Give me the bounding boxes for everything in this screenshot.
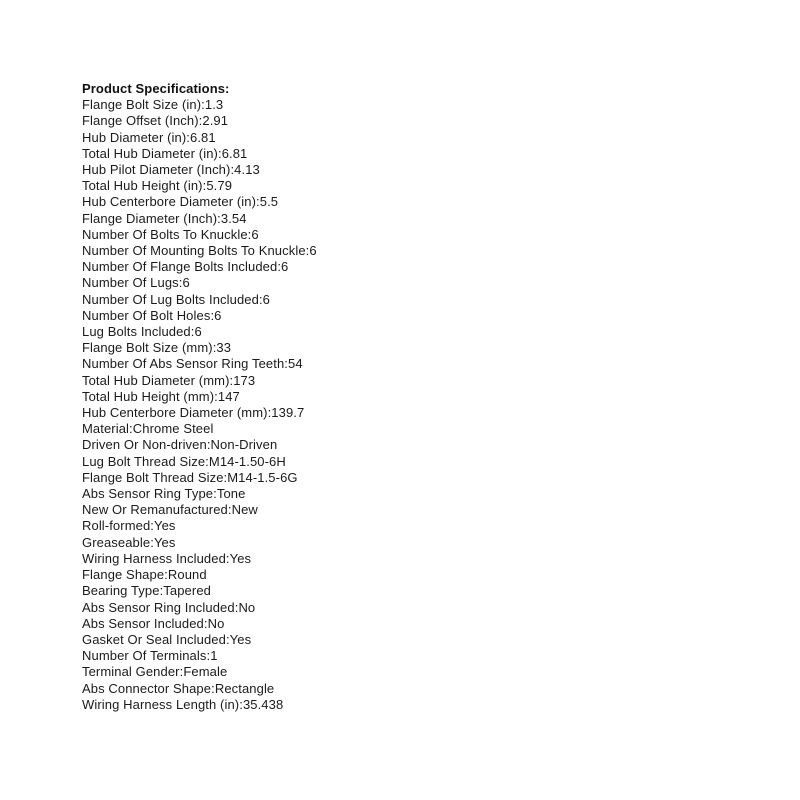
- spec-value: Female: [183, 664, 228, 680]
- spec-row: [82, 373, 317, 389]
- spec-separator: :: [159, 583, 164, 599]
- spec-label: Wiring Harness Included: [82, 550, 226, 566]
- spec-label: Abs Connector Shape: [82, 680, 212, 696]
- spec-row: [82, 97, 317, 113]
- spec-separator: :: [217, 210, 221, 226]
- spec-row: [82, 616, 317, 632]
- spec-value: 33: [216, 340, 232, 356]
- spec-label: Flange Diameter (Inch): [82, 210, 218, 226]
- spec-value: 6: [309, 243, 317, 259]
- spec-value: M14-1.5-6G: [227, 469, 298, 485]
- spec-row: [82, 308, 317, 324]
- spec-value: 3.54: [220, 210, 247, 226]
- spec-separator: :: [234, 599, 239, 615]
- spec-row: [82, 194, 317, 210]
- spec-label: Driven Or Non-driven: [82, 437, 207, 453]
- spec-row: [82, 421, 317, 437]
- spec-separator: :: [227, 502, 232, 518]
- spec-value: Yes: [154, 518, 176, 534]
- spec-label: Number Of Bolt Holes: [82, 307, 211, 323]
- spec-separator: :: [206, 437, 211, 453]
- spec-row: [82, 664, 317, 680]
- spec-separator: :: [277, 259, 282, 275]
- spec-separator: :: [305, 243, 310, 259]
- spec-separator: :: [186, 129, 191, 145]
- spec-value: 5.79: [206, 178, 233, 194]
- spec-separator: :: [217, 145, 222, 161]
- spec-label: Lug Bolts Included: [82, 324, 191, 340]
- spec-row: [82, 632, 317, 648]
- spec-row: [82, 600, 317, 616]
- spec-separator: :: [150, 518, 155, 534]
- spec-separator: :: [230, 162, 235, 178]
- spec-label: Abs Sensor Ring Included: [82, 599, 235, 615]
- spec-separator: :: [179, 664, 184, 680]
- spec-separator: :: [178, 275, 183, 291]
- spec-value: 4.13: [234, 162, 260, 178]
- spec-value: No: [207, 615, 225, 631]
- spec-separator: :: [284, 356, 289, 372]
- spec-separator: :: [210, 307, 215, 323]
- spec-value: Tapered: [163, 583, 211, 599]
- spec-row: [82, 405, 317, 421]
- spec-row: [82, 113, 317, 129]
- spec-separator: :: [256, 194, 260, 210]
- spec-value: 139.7: [271, 405, 305, 421]
- spec-row: [82, 324, 317, 340]
- spec-label: Flange Shape: [82, 567, 165, 583]
- spec-separator: :: [198, 113, 203, 129]
- spec-separator: :: [150, 534, 154, 550]
- spec-label: Abs Sensor Ring Type: [82, 486, 214, 502]
- spec-label: Flange Offset (Inch): [82, 113, 199, 129]
- spec-label: Roll-formed: [82, 518, 151, 534]
- spec-row: [82, 130, 317, 146]
- spec-label: Total Hub Height (in): [82, 178, 203, 194]
- spec-row: [82, 518, 317, 534]
- spec-label: Flange Bolt Thread Size: [82, 469, 224, 485]
- spec-value: 147: [217, 388, 240, 404]
- spec-row: [82, 340, 317, 356]
- spec-label: Terminal Gender: [82, 664, 180, 680]
- spec-label: Hub Diameter (in): [82, 129, 187, 145]
- spec-label: Abs Sensor Included: [82, 615, 204, 631]
- spec-separator: :: [213, 486, 217, 502]
- spec-separator: :: [239, 696, 243, 712]
- spec-label: Total Hub Diameter (mm): [82, 372, 230, 388]
- spec-separator: :: [214, 388, 218, 404]
- spec-label: Hub Pilot Diameter (Inch): [82, 162, 231, 178]
- spec-value: Yes: [229, 631, 252, 647]
- spec-row: [82, 356, 317, 372]
- spec-row: [82, 243, 317, 259]
- product-specifications-title: Product Specifications:: [82, 81, 230, 96]
- spec-label: Number Of Bolts To Knuckle: [82, 226, 248, 242]
- spec-separator: :: [229, 372, 234, 388]
- spec-row: [82, 551, 317, 567]
- spec-value: 1: [210, 648, 218, 664]
- spec-row: [82, 583, 317, 599]
- spec-separator: :: [267, 405, 272, 421]
- spec-value: Rectangle: [214, 680, 275, 696]
- product-specifications-block: [82, 81, 317, 713]
- spec-value: 6: [281, 259, 289, 275]
- spec-row: [82, 437, 317, 453]
- spec-separator: :: [223, 469, 228, 485]
- spec-value: New: [231, 502, 258, 518]
- spec-row: [82, 454, 317, 470]
- spec-separator: :: [201, 97, 205, 113]
- spec-label: Bearing Type: [82, 583, 160, 599]
- spec-separator: :: [212, 340, 217, 356]
- spec-value: Yes: [153, 534, 176, 550]
- spec-separator: :: [225, 550, 230, 566]
- spec-row: [82, 567, 317, 583]
- spec-row: [82, 389, 317, 405]
- spec-value: 1.3: [204, 97, 224, 113]
- spec-row: [82, 162, 317, 178]
- spec-row: [82, 502, 317, 518]
- spec-label: Wiring Harness Length (in): [82, 696, 240, 712]
- spec-separator: :: [211, 680, 215, 696]
- spec-separator: :: [129, 421, 133, 437]
- spec-label: Number Of Lug Bolts Included: [82, 291, 259, 307]
- spec-row: [82, 648, 317, 664]
- spec-value: 6: [194, 324, 202, 340]
- spec-row: [82, 178, 317, 194]
- spec-separator: :: [203, 615, 208, 631]
- spec-row: [82, 275, 317, 291]
- spec-value: Yes: [229, 550, 252, 566]
- spec-separator: :: [190, 324, 195, 340]
- spec-row: [82, 681, 317, 697]
- spec-list: [82, 97, 317, 713]
- spec-separator: :: [164, 567, 168, 583]
- spec-label: Gasket Or Seal Included: [82, 631, 226, 647]
- spec-value: 2.91: [202, 113, 229, 129]
- spec-row: [82, 292, 317, 308]
- spec-label: Flange Bolt Size (mm): [82, 340, 213, 356]
- spec-label: Total Hub Diameter (in): [82, 145, 218, 161]
- spec-value: Non-Driven: [210, 437, 278, 453]
- spec-separator: :: [205, 453, 209, 469]
- spec-value: 6: [182, 275, 190, 291]
- spec-label: Lug Bolt Thread Size: [82, 453, 206, 469]
- spec-label: Flange Bolt Size (in): [82, 97, 202, 113]
- spec-row: [82, 697, 317, 713]
- spec-row: [82, 486, 317, 502]
- spec-value: 54: [288, 356, 303, 372]
- spec-value: 5.5: [259, 194, 279, 210]
- spec-value: 6.81: [221, 145, 248, 161]
- spec-value: Round: [167, 567, 207, 583]
- spec-label: Hub Centerbore Diameter (mm): [82, 405, 268, 421]
- spec-label: Total Hub Height (mm): [82, 388, 215, 404]
- spec-row: [82, 259, 317, 275]
- spec-value: 6: [262, 291, 271, 307]
- spec-label: New Or Remanufactured: [82, 502, 228, 518]
- spec-value: 6: [214, 307, 222, 323]
- spec-label: Number Of Mounting Bolts To Knuckle: [82, 243, 306, 259]
- spec-separator: :: [247, 226, 252, 242]
- spec-value: 6.81: [190, 129, 216, 145]
- spec-value: Tone: [216, 486, 246, 502]
- spec-label: Number Of Terminals: [82, 648, 207, 664]
- spec-row: [82, 227, 317, 243]
- spec-row: [82, 146, 317, 162]
- spec-value: 6: [251, 226, 259, 242]
- spec-label: Greaseable: [82, 534, 151, 550]
- spec-value: 173: [233, 372, 256, 388]
- spec-value: M14-1.50-6H: [208, 453, 286, 469]
- spec-separator: :: [206, 648, 211, 664]
- spec-row: [82, 535, 317, 551]
- spec-label: Number Of Abs Sensor Ring Teeth: [82, 356, 285, 372]
- spec-separator: :: [202, 178, 207, 194]
- spec-label: Number Of Lugs: [82, 275, 179, 291]
- spec-value: 35.438: [242, 696, 284, 712]
- spec-label: Material: [82, 421, 130, 437]
- spec-value: Chrome Steel: [132, 421, 214, 437]
- spec-label: Hub Centerbore Diameter (in): [82, 194, 257, 210]
- spec-value: No: [238, 599, 256, 615]
- spec-row: [82, 211, 317, 227]
- spec-label: Number Of Flange Bolts Included: [82, 259, 278, 275]
- spec-separator: :: [225, 631, 230, 647]
- spec-row: [82, 470, 317, 486]
- spec-separator: :: [258, 291, 263, 307]
